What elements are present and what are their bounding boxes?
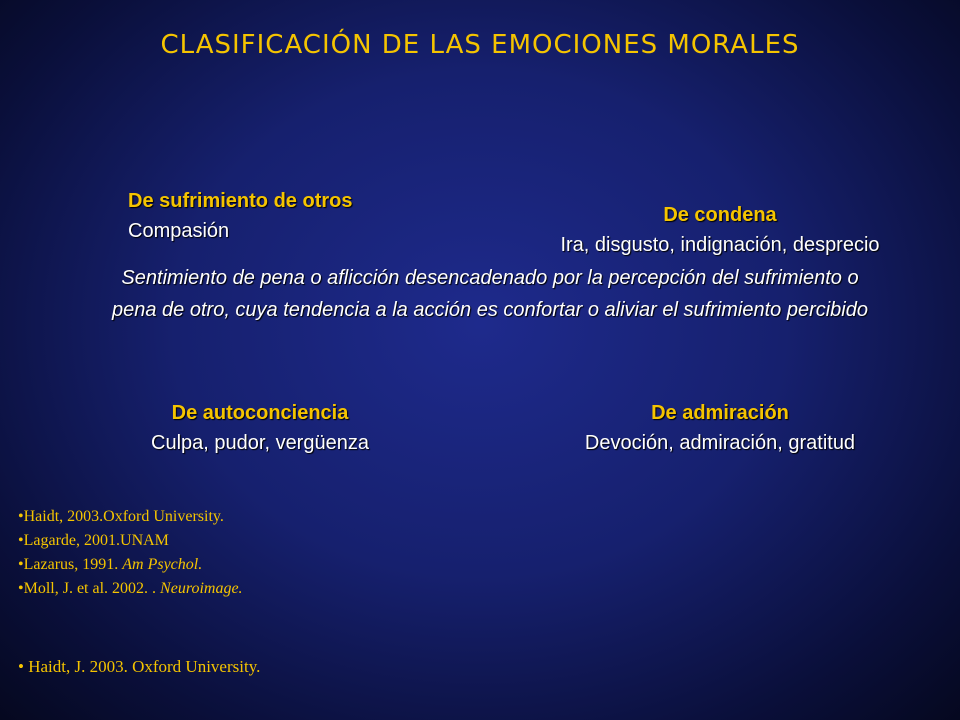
reference-item: • Moll, J. et al. 2002. . Neuroimage. xyxy=(18,577,243,601)
slide-title: CLASIFICACIÓN DE LAS EMOCIONES MORALES xyxy=(160,30,800,60)
definition-line-2: pena de otro, cuya tendencia a la acción es confortar o aliviar el sufrimiento percibido xyxy=(112,299,868,321)
emotions-condena: Ira, disgusto, indignación, desprecio xyxy=(560,234,880,256)
emotions-admiracion: Devoción, admiración, gratitud xyxy=(584,432,856,454)
heading-autoconciencia: De autoconciencia xyxy=(171,402,349,424)
block-sufrimiento xyxy=(128,186,352,246)
heading-sufrimiento: De sufrimiento de otros xyxy=(128,190,353,212)
heading-condena: De condena xyxy=(663,204,777,226)
emotions-sufrimiento: Compasión xyxy=(128,220,230,242)
reference-item: • Haidt, 2003.Oxford University. xyxy=(18,505,243,529)
heading-admiracion: De admiración xyxy=(651,402,789,424)
definition-line-1: Sentimiento de pena o aflicción desencadenado por la percepción del sufrimiento o xyxy=(121,267,859,289)
emotions-autoconciencia: Culpa, pudor, vergüenza xyxy=(151,432,369,454)
block-condena xyxy=(520,200,920,260)
final-reference: • Haidt, J. 2003. Oxford University. xyxy=(18,655,260,679)
references-list xyxy=(18,505,243,601)
reference-item: • Lazarus, 1991. Am Psychol. xyxy=(18,553,243,577)
definition-text xyxy=(60,262,920,326)
reference-item: • Lagarde, 2001.UNAM xyxy=(18,529,243,553)
block-autoconciencia xyxy=(90,398,430,458)
block-admiracion xyxy=(540,398,900,458)
